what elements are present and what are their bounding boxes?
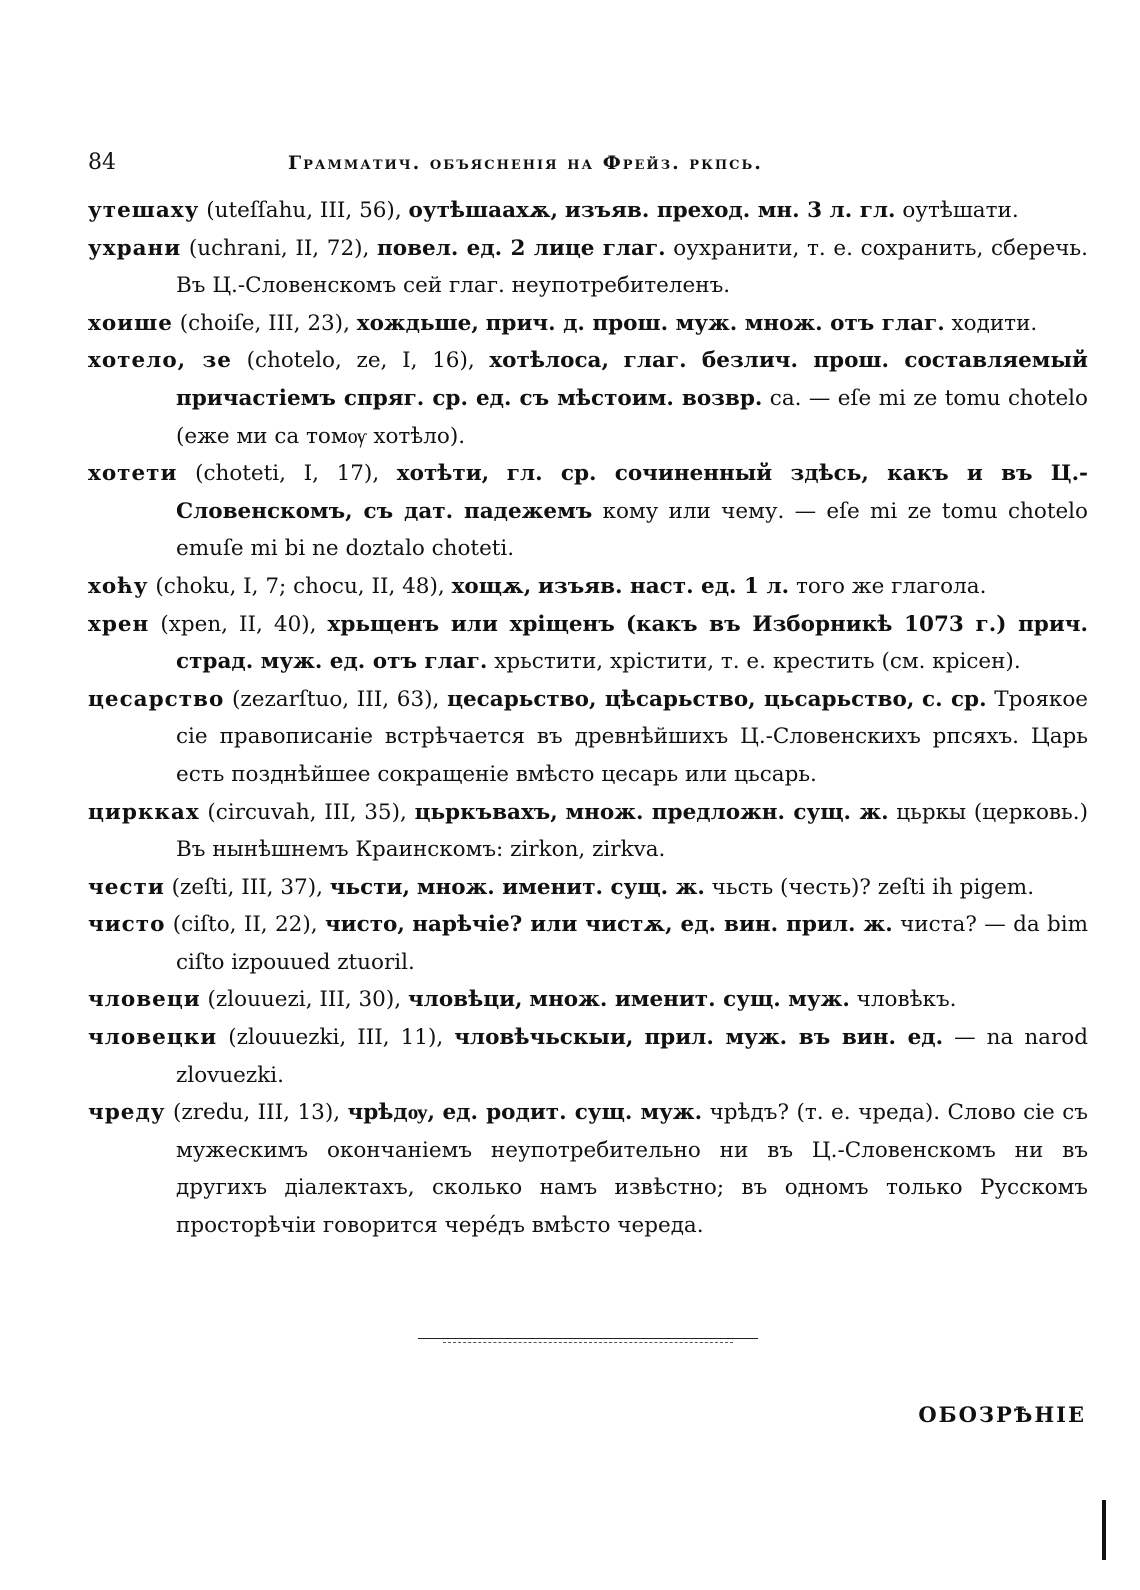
entry-meaning: оутѣшати. xyxy=(902,198,1019,223)
entry-headword: чисто xyxy=(88,912,166,938)
glossary-entries xyxy=(88,192,1088,1245)
entry-grammar: изъяв. преход. мн. 3 л. гл. xyxy=(564,198,896,223)
entry-grammar: глаг. безлич. прош. составляемый причастіемъ спряг. ср. ед. съ мѣстоим. возвр. xyxy=(176,348,1088,411)
entry-meaning: чрѣдъ? (т. е. чреда). Слово сіе съ мужескимъ окончаніемъ неупотребительно ни въ Ц.-Словенскомъ ни въ другихъ діалектахъ, сколько намъ извѣстно; въ одномъ только Русскомъ просторѣчіи говорится черéдъ вмѣсто череда. xyxy=(176,1100,1088,1239)
entry-meaning: оухранити, т. е. сохранить, сберечь. Въ Ц.-Словенскомъ сей глаг. неупотребителенъ. xyxy=(176,235,1088,299)
entry-meaning: цьркы (церковь.) Въ нынѣшнемъ Краинскомъ: zirkon, zirkva. xyxy=(176,799,1088,863)
entry-latin-form: (choteti, I, 17), xyxy=(195,461,380,487)
entry-grammar: нарѣчіе? или чистѫ, ед. вин. прил. ж. xyxy=(412,912,893,938)
entry-latin-form: (zezarſtuo, III, 63), xyxy=(232,686,440,712)
entry-headword: ухрани xyxy=(88,235,182,261)
entry-headword: хотети xyxy=(88,461,178,487)
entry-latin-form: (uchrani, II, 72), xyxy=(188,235,370,261)
page-header xyxy=(88,150,1088,184)
entry-grammar: множ. именит. сущ. ж. xyxy=(416,874,705,900)
entry-church-slavonic-form: цьркъвахъ, xyxy=(414,799,558,825)
catchword: ОБОЗРѢНІЕ xyxy=(918,1402,1086,1427)
entry-meaning: кому или чему. — eſe mi ze tomu chotelo emuſe mi bi ne doztalo choteti. xyxy=(176,498,1088,562)
glossary-entry xyxy=(88,342,1088,455)
entry-latin-form: (zredu, III, 13), xyxy=(173,1100,341,1126)
entry-headword: хоћу xyxy=(88,573,149,599)
entry-meaning: ходити. xyxy=(951,310,1038,336)
entry-church-slavonic-form: чрѣдѹ, xyxy=(347,1100,436,1126)
entry-headword: хоише xyxy=(88,310,173,336)
page-number: 84 xyxy=(88,150,116,175)
entry-church-slavonic-form: чьсти, xyxy=(329,874,410,900)
glossary-entry xyxy=(88,305,1088,343)
glossary-entry xyxy=(88,606,1088,681)
glossary-entry xyxy=(88,1019,1088,1094)
entry-church-slavonic-form: хрьщенъ или хріщенъ xyxy=(327,611,615,637)
page xyxy=(88,0,1088,1590)
entry-latin-form: (circuvah, III, 35), xyxy=(207,799,407,825)
entry-latin-form: (zlouuezki, III, 11), xyxy=(228,1025,444,1051)
entry-church-slavonic-form: хождьше, xyxy=(356,310,479,336)
entry-meaning: Троякое сіе правописаніе встрѣчается въ древнѣйшихъ Ц.-Словенскихъ рпсяхъ. Царь есть позднѣйшее сокращеніе вмѣсто цесарь или цьсарь. xyxy=(176,686,1088,787)
entry-headword: хотело, зе xyxy=(88,348,232,374)
glossary-entry xyxy=(88,794,1088,869)
entry-church-slavonic-form: оутѣшаахѫ, xyxy=(408,198,559,223)
entry-meaning: того же глагола. xyxy=(795,573,987,599)
entry-church-slavonic-form: хотѣлоса, xyxy=(489,348,609,374)
entry-meaning: чловѣкъ. xyxy=(856,987,957,1013)
entry-headword: хрен xyxy=(88,611,150,637)
glossary-entry xyxy=(88,681,1088,794)
entry-headword: чловецки xyxy=(88,1025,218,1051)
entry-latin-form: (chotelo, ze, I, 16), xyxy=(246,348,475,374)
glossary-entry xyxy=(88,455,1088,568)
entry-grammar: множ. предложн. сущ. ж. xyxy=(565,799,889,825)
entry-grammar: (какъ въ Изборникѣ 1073 г.) прич. страд. муж. ед. отъ глаг. xyxy=(176,611,1089,675)
entry-meaning: — na narod zlovuezki. xyxy=(176,1025,1088,1088)
glossary-entry xyxy=(88,1094,1088,1244)
entry-meaning: са. — eſe mi ze tomu chotelo (еже ми са томѹ хотѣло). xyxy=(176,385,1088,449)
glossary-entry xyxy=(88,192,1088,230)
entry-grammar: прич. д. прош. муж. множ. отъ глаг. xyxy=(485,310,945,336)
entry-headword: чести xyxy=(88,874,165,900)
entry-latin-form: (choku, I, 7; chocu, II, 48), xyxy=(155,573,445,599)
glossary-entry xyxy=(88,230,1088,305)
entry-church-slavonic-form: чисто, xyxy=(324,912,405,938)
entry-headword: цесарство xyxy=(88,686,225,712)
entry-latin-form: (xpen, II, 40), xyxy=(160,611,317,637)
entry-headword: циркках xyxy=(88,799,200,825)
entry-grammar: гл. ср. сочиненный здѣсь, какъ и въ Ц.-Словенскомъ, съ дат. падежемъ xyxy=(176,461,1088,524)
glossary-entry xyxy=(88,981,1088,1019)
entry-church-slavonic-form: хотѣти, xyxy=(396,461,490,487)
entry-church-slavonic-form: чловѣци, xyxy=(407,987,523,1013)
entry-grammar: ед. родит. сущ. муж. xyxy=(442,1100,703,1126)
entry-church-slavonic-form: цесарьство, цѣсарьство, цьсарьство, xyxy=(447,686,915,712)
entry-headword: чловеци xyxy=(88,987,201,1013)
entry-grammar: изъяв. наст. ед. 1 л. xyxy=(538,573,790,599)
running-title: Грамматич. объясненія на Фрейз. ркпсь. xyxy=(288,152,763,174)
entry-meaning: хрьстити, хрістити, т. е. крестить (см. крісен). xyxy=(494,649,1021,675)
page-edge-mark xyxy=(1102,1500,1106,1560)
entry-latin-form: (choiſe, III, 23), xyxy=(179,310,350,336)
entry-grammar: повел. ед. 2 лице глаг. xyxy=(377,235,666,261)
entry-grammar: прил. муж. въ вин. ед. xyxy=(644,1025,944,1051)
section-rule xyxy=(418,1338,758,1339)
entry-headword: утешаху xyxy=(88,198,200,223)
entry-latin-form: (ciſto, II, 22), xyxy=(172,912,318,938)
glossary-entry xyxy=(88,906,1088,981)
glossary-entry xyxy=(88,568,1088,606)
entry-church-slavonic-form: хощѫ, xyxy=(451,573,532,599)
entry-church-slavonic-form: чловѣчьскыи, xyxy=(454,1025,634,1051)
entry-meaning: чиста? — da bim ciſto izpouued ztuoril. xyxy=(176,912,1089,975)
section-rule-dashed xyxy=(443,1342,733,1343)
entry-latin-form: (zlouuezi, III, 30), xyxy=(207,987,402,1013)
glossary-entry xyxy=(88,869,1088,907)
entry-latin-form: (uteſſahu, III, 56), xyxy=(206,198,402,223)
entry-meaning: чьсть (честь)? zeſti ih pigem. xyxy=(711,874,1035,900)
entry-headword: чреду xyxy=(88,1100,166,1126)
entry-latin-form: (zeſti, III, 37), xyxy=(171,874,323,900)
entry-grammar: множ. именит. сущ. муж. xyxy=(529,987,850,1013)
entry-grammar: с. ср. xyxy=(922,686,987,712)
